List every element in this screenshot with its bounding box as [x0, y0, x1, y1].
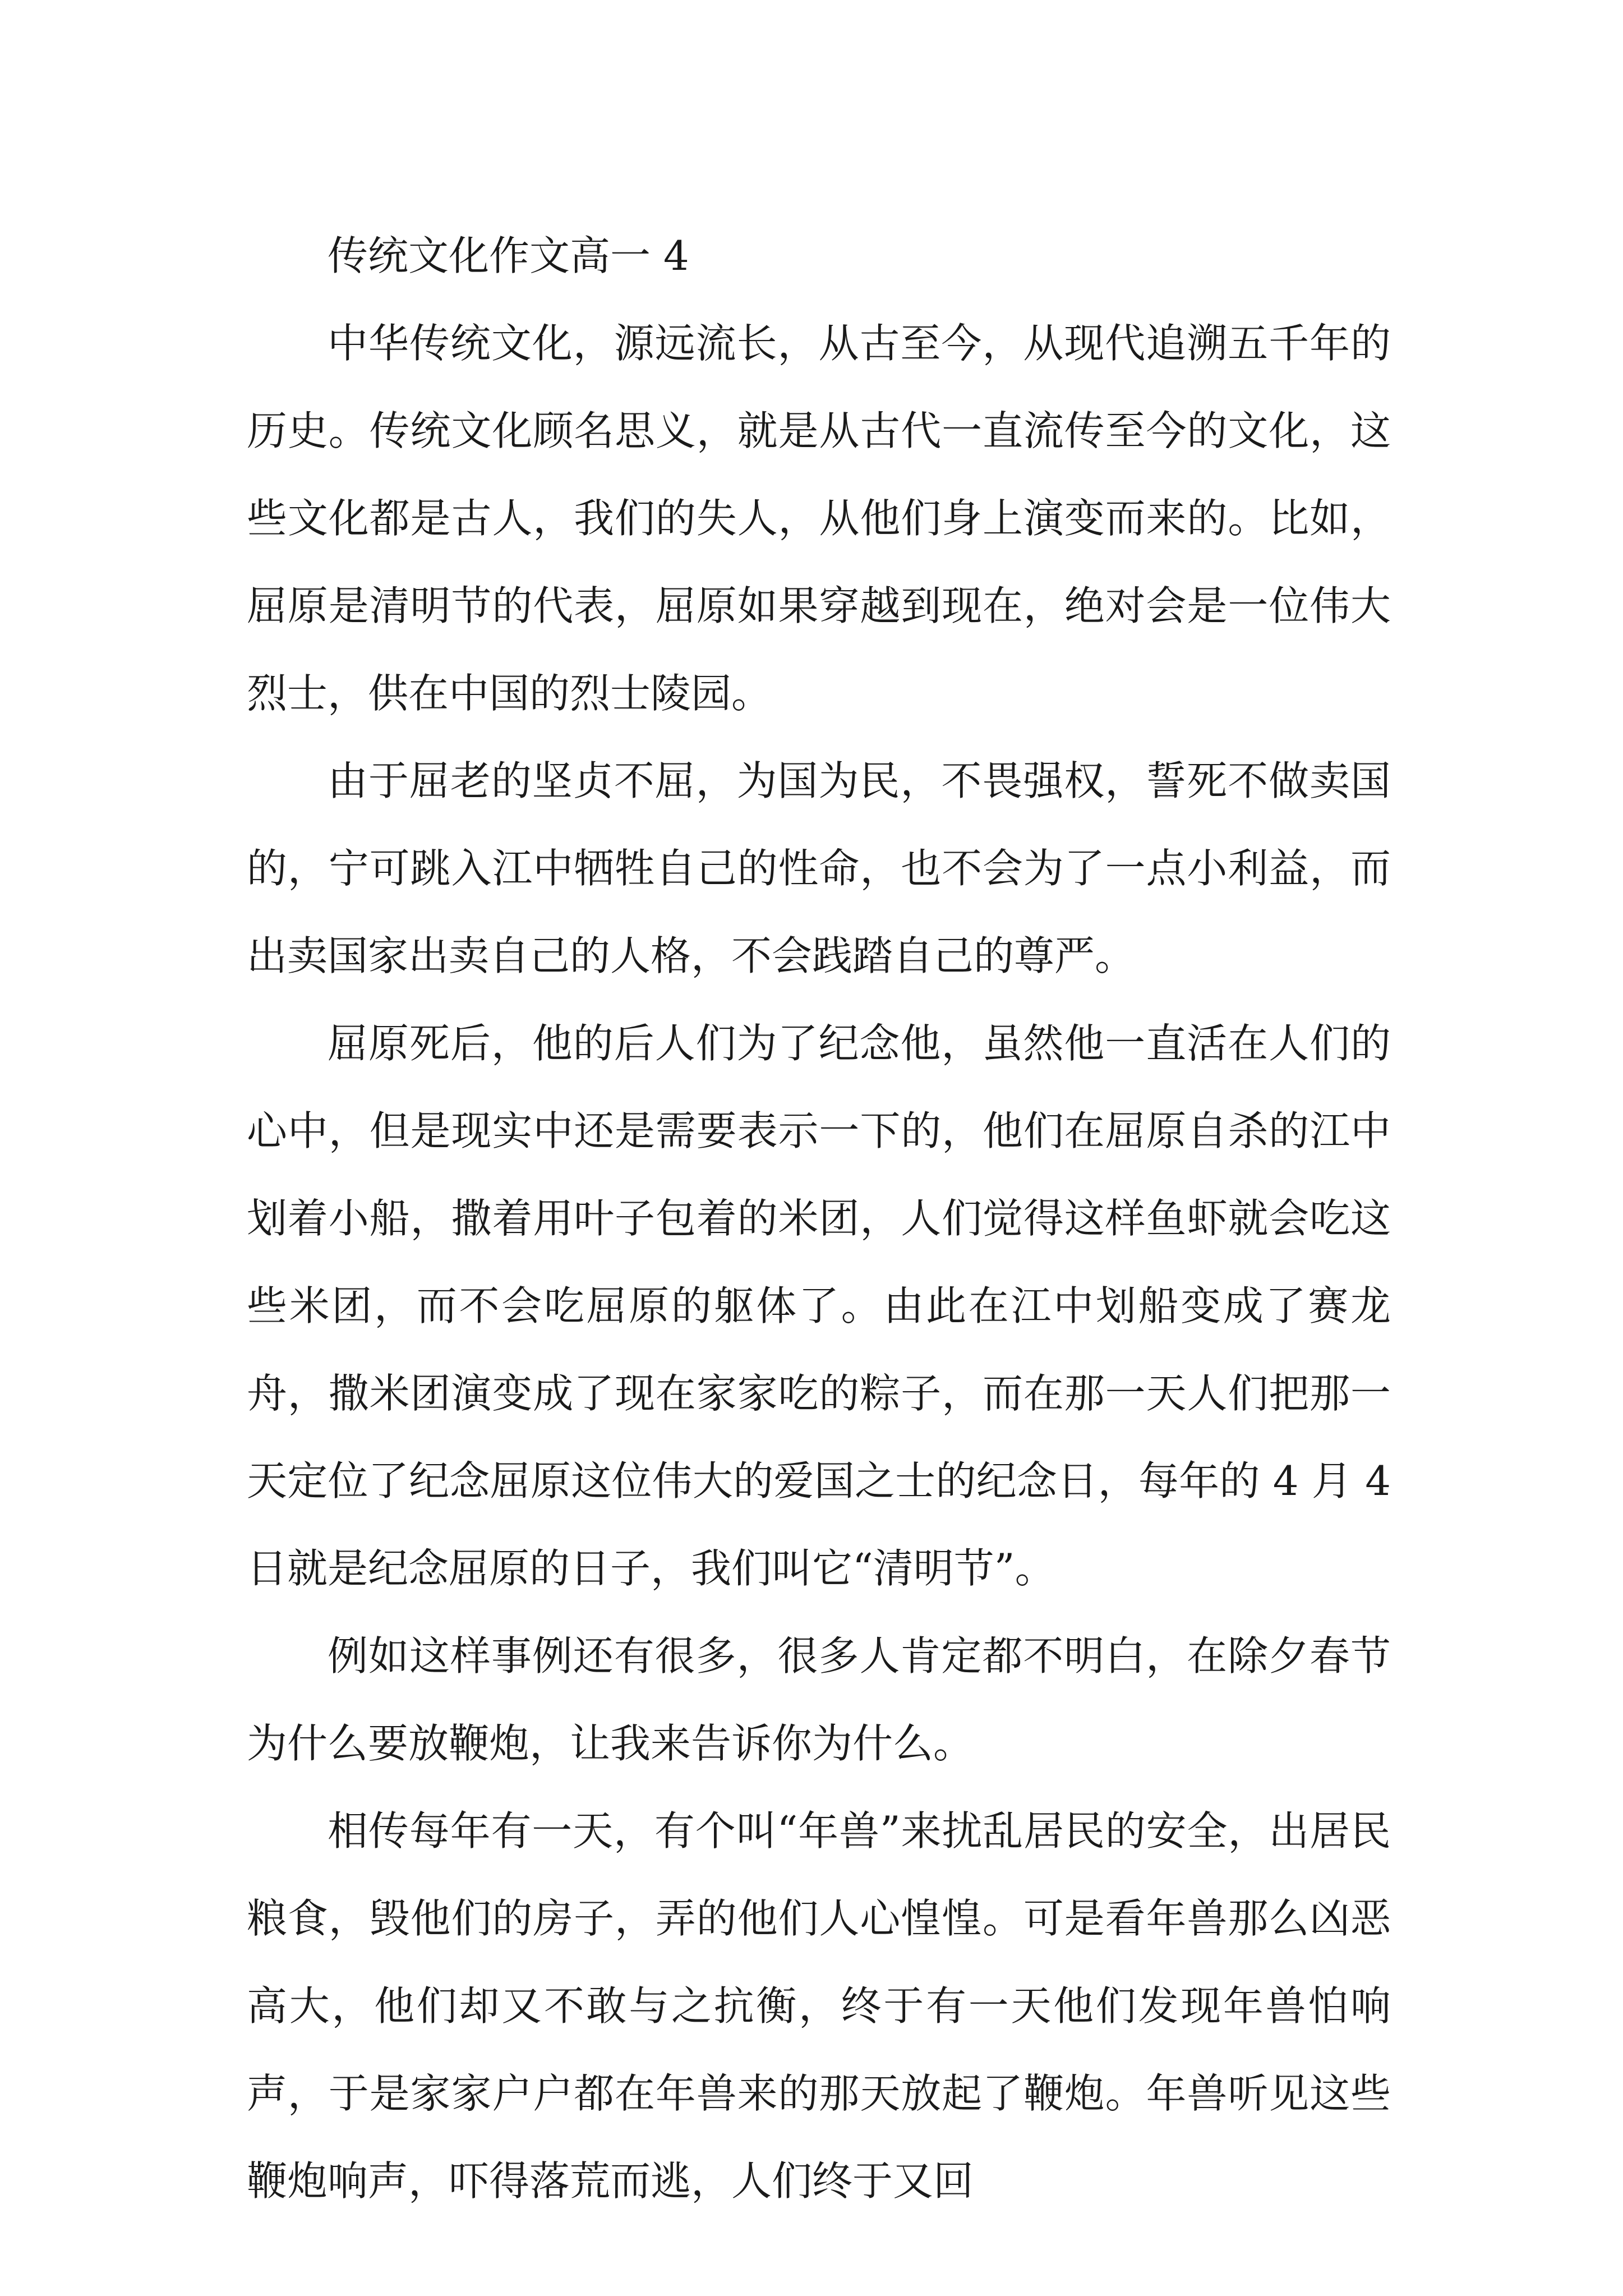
paragraph-4: 例如这样事例还有很多，很多人肯定都不明白，在除夕春节为什么要放鞭炮，让我来告诉你为什么。 [247, 1632, 1391, 1767]
paragraph-2: 由于屈老的坚贞不屈，为国为民，不畏强权，誓死不做卖国的，宁可跳入江中牺牲自己的性命，也不会为了一点小利益，而出卖国家出卖自己的人格，不会践踏自己的尊严。 [247, 757, 1391, 979]
paragraph-1: 中华传统文化，源远流长，从古至今，从现代追溯五千年的历史。传统文化顾名思义，就是从古代一直流传至今的文化，这些文化都是古人，我们的失人，从他们身上演变而来的。比如，屈原是清明节的代表，屈原如果穿越到现在，绝对会是一位伟大烈士，供在中国的烈士陵园。 [247, 320, 1391, 717]
essay-body [247, 212, 1391, 2225]
paragraph-3: 屈原死后，他的后人们为了纪念他，虽然他一直活在人们的心中，但是现实中还是需要表示一下的，他们在屈原自杀的江中划着小船，撒着用叶子包着的米团，人们觉得这样鱼虾就会吃这些米团，而不会吃屈原的躯体了。由此在江中划船变成了赛龙舟，撒米团演变成了现在家家吃的粽子，而在那一天人们把那一天定位了纪念屈原这位伟大的爱国之士的纪念日，每年的 4 月 4 日就是纪念屈原的日子，我们叫它“清明节”。 [247, 1020, 1391, 1592]
paragraph-5: 相传每年有一天，有个叫“年兽”来扰乱居民的安全，出居民粮食，毁他们的房子，弄的他们人心惶惶。可是看年兽那么凶恶高大，他们却又不敢与之抗衡，终于有一天他们发现年兽怕响声，于是家家户户都在年兽来的那天放起了鞭炮。年兽听见这些鞭炮响声，吓得落荒而逃，人们终于又回 [247, 1807, 1391, 2205]
essay-title: 传统文化作文高一 4 [328, 232, 689, 279]
